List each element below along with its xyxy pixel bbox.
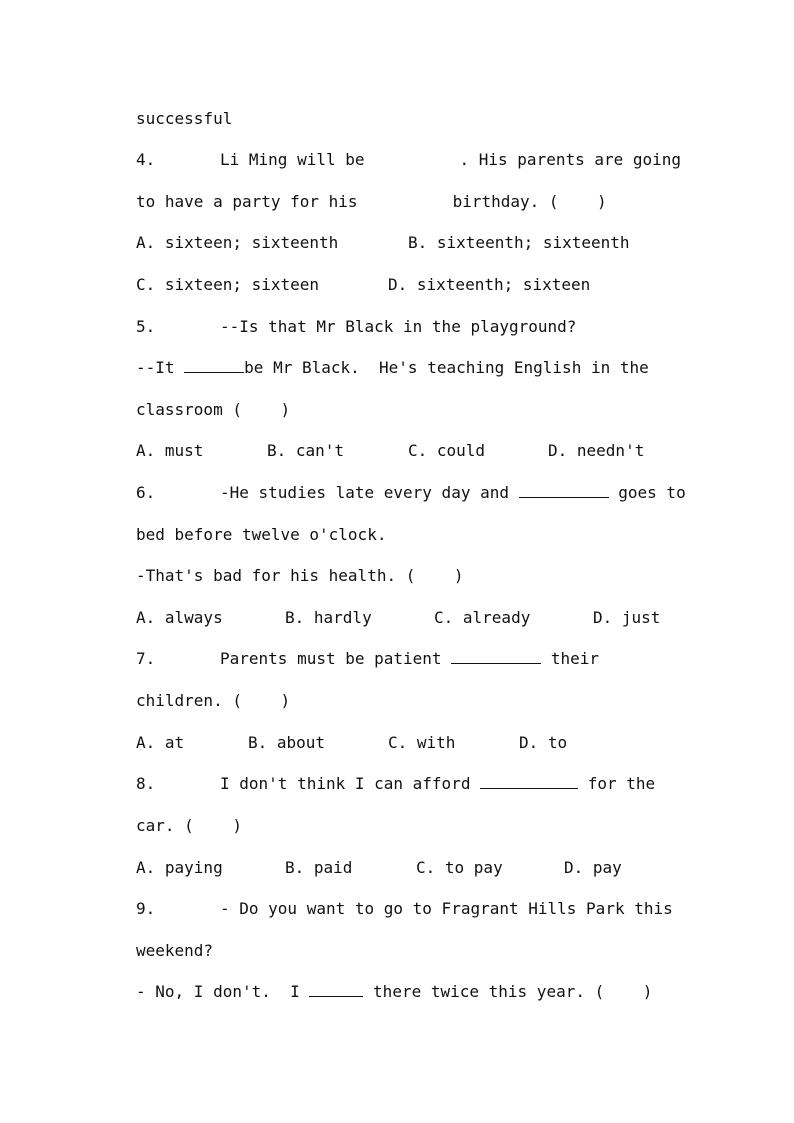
question-5-text-b: --It <box>136 358 175 377</box>
question-4-text-b: . His parents are going <box>459 150 682 169</box>
question-5-number: 5. <box>136 317 156 336</box>
question-5-text-c: be Mr Black. He's teaching English in the <box>244 358 649 377</box>
question-4-text-d: birthday. ( ) <box>452 192 607 211</box>
question-5-line-1 <box>136 316 576 338</box>
option-8c: C. to pay <box>416 858 503 877</box>
question-5-options <box>136 440 644 462</box>
question-9-text-a: - Do you want to go to Fragrant Hills Park this <box>220 899 673 918</box>
question-5-text-a: --Is that Mr Black in the playground? <box>220 317 577 336</box>
option-6a: A. always <box>136 608 223 627</box>
question-6-options <box>136 607 660 629</box>
question-5-line-2 <box>136 357 649 379</box>
option-7a: A. at <box>136 733 185 752</box>
question-9-line-2: weekend? <box>136 941 214 960</box>
question-6-line-2: bed before twelve o'clock. <box>136 525 387 544</box>
option-4d: D. sixteenth; sixteen <box>388 275 591 294</box>
option-4b: B. sixteenth; sixteenth <box>408 233 630 252</box>
answer-blank <box>309 982 363 997</box>
question-8-text-a: I don't think I can afford <box>220 774 471 793</box>
question-7-number: 7. <box>136 649 156 668</box>
question-7-line-2: children. ( ) <box>136 691 291 710</box>
question-9-number: 9. <box>136 899 156 918</box>
question-9-line-3 <box>136 981 652 1003</box>
option-7b: B. about <box>248 733 326 752</box>
question-4-number: 4. <box>136 150 156 169</box>
question-4-line-2 <box>136 191 607 213</box>
question-8-text-b: for the <box>587 774 656 793</box>
question-6-text-b: goes to <box>618 483 686 502</box>
question-8-options <box>136 857 622 879</box>
answer-blank <box>451 649 541 664</box>
option-8a: A. paying <box>136 858 223 877</box>
question-4-options-cd <box>136 274 590 296</box>
question-4-text-a: Li Ming will be <box>220 150 365 169</box>
question-4-options-ab <box>136 232 630 254</box>
option-5a: A. must <box>136 441 204 460</box>
question-6-line-1 <box>136 482 686 504</box>
question-6-text-a: -He studies late every day and <box>220 483 509 502</box>
question-8-number: 8. <box>136 774 156 793</box>
answer-blank <box>519 483 609 498</box>
option-7c: C. with <box>388 733 456 752</box>
option-8b: B. paid <box>285 858 353 877</box>
question-5-line-3: classroom ( ) <box>136 400 291 419</box>
question-6-line-3: -That's bad for his health. ( ) <box>136 566 464 585</box>
continuation-text: successful <box>136 109 233 128</box>
question-7-text-b: their <box>550 649 600 668</box>
answer-blank <box>480 774 578 789</box>
option-4c: C. sixteen; sixteen <box>136 275 320 294</box>
option-5b: B. can't <box>267 441 345 460</box>
option-6b: B. hardly <box>285 608 372 627</box>
question-9-line-1 <box>136 898 673 920</box>
question-4-line-1 <box>136 149 681 171</box>
question-4-text-c: to have a party for his <box>136 192 358 211</box>
option-8d: D. pay <box>564 858 622 877</box>
option-6d: D. just <box>593 608 661 627</box>
option-7d: D. to <box>519 733 568 752</box>
option-6c: C. already <box>434 608 531 627</box>
question-7-options <box>136 732 567 754</box>
question-7-text-a: Parents must be patient <box>220 649 442 668</box>
question-9-text-c: there twice this year. ( ) <box>373 982 653 1001</box>
question-6-number: 6. <box>136 483 156 502</box>
question-9-text-b: - No, I don't. I <box>136 982 300 1001</box>
question-8-line-1 <box>136 773 655 795</box>
option-4a: A. sixteen; sixteenth <box>136 233 339 252</box>
option-5c: C. could <box>408 441 486 460</box>
option-5d: D. needn't <box>548 441 645 460</box>
question-7-line-1 <box>136 648 599 670</box>
question-8-line-2: car. ( ) <box>136 816 242 835</box>
answer-blank <box>184 358 244 373</box>
